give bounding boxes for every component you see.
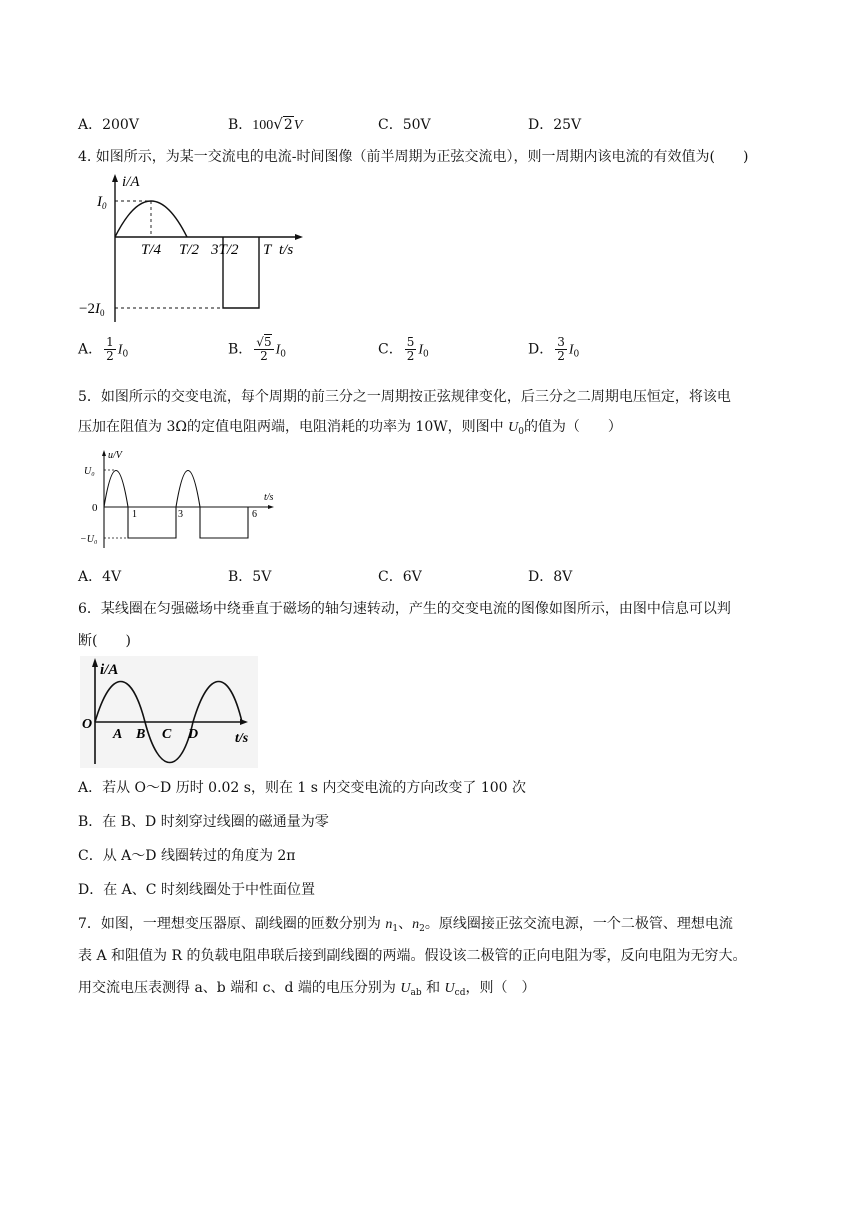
q4-option-a: A． $\frac{1}{2}$ $I_0$: [78, 335, 129, 363]
q5-option-a: A．4V: [78, 569, 122, 585]
q4-option-c: C． $\frac{5}{2}$ $I_0$: [378, 335, 429, 363]
q5-graph: [80, 448, 280, 553]
q5-ybottom: −U₀: [80, 534, 98, 545]
q5-step-2: [200, 507, 248, 538]
q4-graph: [79, 172, 315, 327]
q4-y-arrow: [112, 174, 118, 182]
q7-line1: 7．如图，一理想变压器原、副线圈的匝数分别为 $n_1$、$n_2$。原线圈接正弦交流电源，一个二极管、理想电流: [78, 916, 733, 934]
q5-ytop: U₀: [84, 466, 95, 477]
q7-line2: 表 A 和阻值为 R 的负载电阻串联后接到副线圈的两端。假设该二极管的正向电阻为零，反向电阻为无穷大。: [78, 948, 747, 964]
q5-sine-1: [104, 471, 128, 508]
q3-options: [78, 114, 778, 138]
q6-option-c: C．从 A～D 线圈转过的角度为 2π: [78, 848, 296, 864]
q4-tick-t: T: [263, 242, 272, 258]
q6-point-b: B: [136, 727, 146, 742]
q3-option-d: D．25V: [528, 117, 582, 133]
q5-stem-line2: 压加在阻值为 3Ω的定值电阻两端，电阻消耗的功率为 10W，则图中 $U_0$的值为（ ）: [78, 419, 622, 437]
q4-tick-t2: T/2: [179, 242, 200, 258]
q5-option-c: C．6V: [378, 569, 422, 585]
q4-option-b: B． $\frac{√5}{2}$ $I_0$: [228, 335, 286, 363]
q4-x-arrow: [295, 234, 303, 240]
q6-stem-line2: 断( ): [78, 633, 131, 649]
q5-xlabel: t/s: [264, 492, 274, 503]
q6-option-b: B．在 B、D 时刻穿过线圈的磁通量为零: [78, 814, 329, 830]
q5-option-b: B．5V: [228, 569, 272, 585]
q6-point-d: D: [188, 727, 199, 742]
q4-ybottom: $-2I_0$: [79, 301, 105, 318]
q6-graph: [80, 656, 260, 771]
q5-tick-1: 1: [132, 509, 137, 520]
q6-stem-line1: 6．某线圈在匀强磁场中绕垂直于磁场的轴匀速转动，产生的交变电流的图像如图所示，由图中信息可以判: [78, 601, 731, 617]
q5-option-d: D．8V: [528, 569, 573, 585]
q5-stem-line1: 5．如图所示的交变电流，每个周期的前三分之一周期按正弦规律变化，后三分之二周期电压恒定，将该电: [78, 389, 731, 405]
q4-option-d: D． $\frac{3}{2}$ $I_0$: [528, 335, 580, 363]
q4-ylabel: i/A: [122, 174, 140, 190]
q6-ylabel: i/A: [100, 662, 119, 678]
q6-xlabel: t/s: [235, 731, 249, 746]
q5-ylabel: u/V: [108, 450, 122, 461]
q6-option-d: D．在 A、C 时刻线圈处于中性面位置: [78, 882, 315, 898]
q4-tick-t4: T/4: [141, 242, 162, 258]
q5-options: [78, 566, 778, 590]
q5-tick-6: 6: [252, 509, 257, 520]
q6-point-a: A: [113, 727, 123, 742]
q5-origin: 0: [92, 502, 98, 514]
q6-option-a: A．若从 O～D 历时 0.02 s，则在 1 s 内交变电流的方向改变了 100 次: [78, 780, 527, 796]
q6-point-c: C: [162, 727, 172, 742]
q4-xlabel: t/s: [279, 242, 294, 258]
q5-sine-2: [176, 471, 200, 508]
q3-option-b: B．100√2V: [228, 115, 303, 133]
q3-option-a: A．200V: [78, 117, 139, 133]
q4-options: [78, 336, 778, 366]
q7-line3: 用交流电压表测得 a、b 端和 c、d 端的电压分别为 $U_{ab}$ 和 $U_{cd}$，则（ ）: [78, 980, 536, 998]
q4-stem: 4. 如图所示，为某一交流电的电流-时间图像（前半周期为正弦交流电），则一周期内该电流的有效值为( ): [78, 149, 749, 165]
q3-option-c: C．50V: [378, 117, 431, 133]
q4-tick-3t2: 3T/2: [211, 242, 239, 258]
q4-ytop: $I_0$: [97, 194, 107, 211]
q6-origin: O: [82, 717, 93, 732]
q5-tick-3: 3: [178, 509, 183, 520]
